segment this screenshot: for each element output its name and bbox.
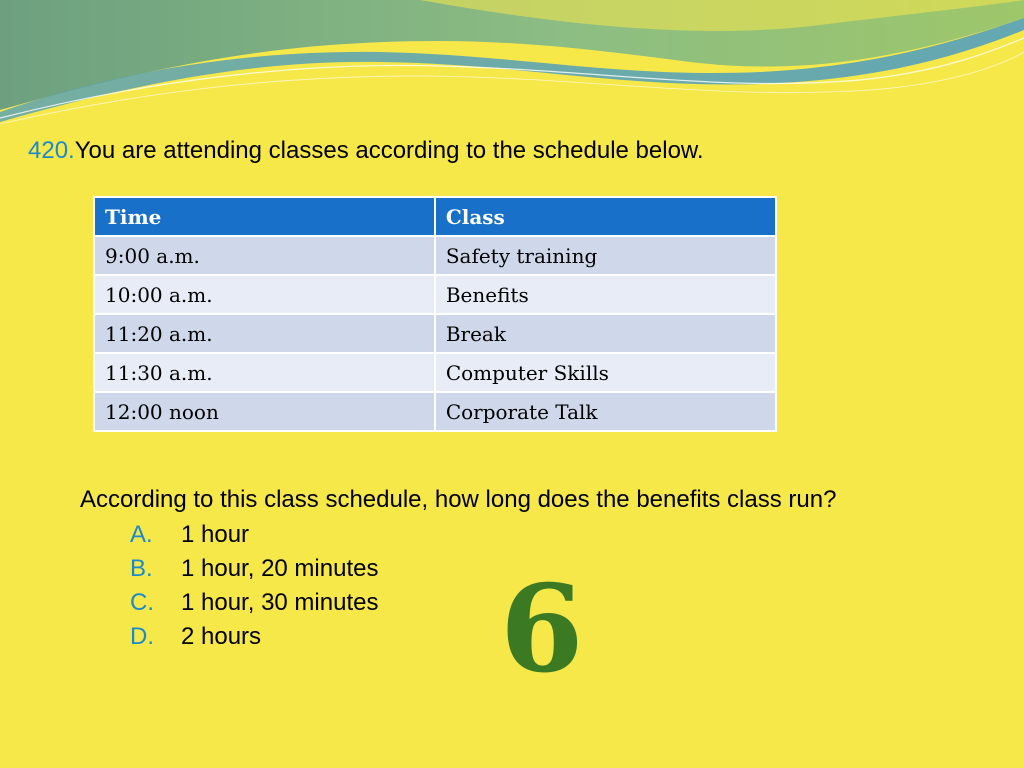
class-cell: Benefits <box>435 275 776 314</box>
question-text: You are attending classes according to the schedule below. <box>74 137 704 164</box>
header-time: Time <box>94 197 435 236</box>
header-class: Class <box>435 197 776 236</box>
choice-text: 2 hours <box>181 623 262 650</box>
question-header <box>28 137 704 165</box>
choice-d[interactable] <box>130 622 378 656</box>
table-row <box>94 392 776 431</box>
choice-letter: C. <box>130 589 154 616</box>
table-header-row <box>94 197 776 236</box>
table-row <box>94 236 776 275</box>
class-cell: Computer Skills <box>435 353 776 392</box>
choice-b[interactable] <box>130 554 378 588</box>
class-cell: Corporate Talk <box>435 392 776 431</box>
decorative-wave-banner <box>0 0 1024 130</box>
time-cell: 11:20 a.m. <box>94 314 435 353</box>
choice-c[interactable] <box>130 588 378 622</box>
time-cell: 10:00 a.m. <box>94 275 435 314</box>
class-cell: Safety training <box>435 236 776 275</box>
time-cell: 9:00 a.m. <box>94 236 435 275</box>
choice-letter: B. <box>130 555 153 582</box>
question-number: 420. <box>28 137 75 164</box>
schedule-table <box>93 196 777 432</box>
time-cell: 11:30 a.m. <box>94 353 435 392</box>
choice-text: 1 hour <box>181 521 250 548</box>
choice-text: 1 hour, 30 minutes <box>181 589 379 616</box>
choice-a[interactable] <box>130 520 378 554</box>
page-number: 6 <box>500 559 584 700</box>
question-prompt: According to this class schedule, how long does the benefits class run? <box>80 486 837 513</box>
time-cell: 12:00 noon <box>94 392 435 431</box>
choice-letter: D. <box>130 623 154 650</box>
table-row <box>94 275 776 314</box>
table-row <box>94 314 776 353</box>
answer-choices <box>130 520 378 656</box>
class-cell: Break <box>435 314 776 353</box>
choice-text: 1 hour, 20 minutes <box>181 555 379 582</box>
table-row <box>94 353 776 392</box>
choice-letter: A. <box>130 521 153 548</box>
